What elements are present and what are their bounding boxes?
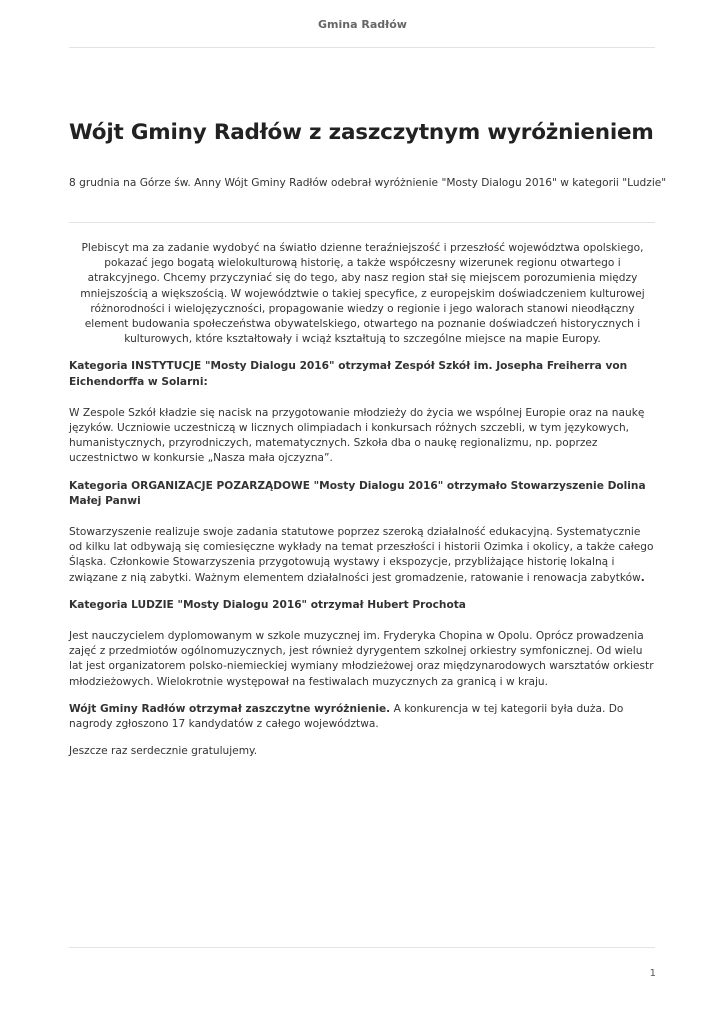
section-heading-ngo: Kategoria ORGANIZACJE POZARZĄDOWE "Mosty Dialogu 2016" otrzymało Stowarzyszenie Dolina Małej Panwi [69, 479, 646, 507]
section-body-ngo-end: . [640, 571, 645, 584]
section-heading-institutions: Kategoria INSTYTUCJE "Mosty Dialogu 2016" otrzymał Zespół Szkół im. Josepha Freiherra von Eichendorffa w Solarni: [69, 360, 628, 388]
section-body-institutions: W Zespole Szkół kładzie się nacisk na przygotowanie młodzieży do życia we wspólnej Europie oraz na naukę języków. Uczniowie uczestniczą w licznych olimpiadach i konkursach różnych szczebli, w tym językowych, humanistycznych, przyrodniczych, matematycznych. Szkoła dba o naukę regionalizmu, np. poprzez uczestnictwo w konkursie „Nasza mała ojczyzna”. [69, 406, 645, 465]
article-title: Wójt Gminy Radłów z zaszczytnym wyróżnieniem [69, 120, 654, 145]
article-body [69, 241, 656, 771]
section-body-ngo-text: Stowarzyszenie realizuje swoje zadania statutowe poprzez szeroką działalność edukacyjną. Systematycznie od kilku lat odbywają się comiesięczne wykłady na temat przeszłości i historii Ozimka i okolicy, a także całego Śląska. Członkowie Stowarzyszenia przygotowują wystawy i ekspozycje, przybliżające historię lokalną i związane z nią zabytki. Ważnym elementem działalności jest gromadzenie, ratowanie i renowacja zabytków [69, 526, 654, 584]
section-body-people: Jest nauczycielem dyplomowanym w szkole muzycznej im. Fryderyka Chopina w Opolu. Oprócz prowadzenia zajęć z przedmiotów ogólnomuzycznych, jest również dyrygentem szkolnej orkiestry symfonicznej. Od wielu lat jest organizatorem polsko-niemieckiej wymiany młodzieżowej oraz międzynarodowych warsztatów orkiestr młodzieżowych. Wielokrotnie występował na festiwalach muzycznych za granicą i w kraju. [69, 630, 654, 688]
article-lead: 8 grudnia na Górze św. Anny Wójt Gminy Radłów odebrał wyróżnienie "Mosty Dialogu 2016" w kategorii "Ludzie" [69, 177, 667, 189]
award-rest-text: A konkurencja w tej kategorii była duża. Do nagrody zgłoszono 17 kandydatów z całego województwa. [69, 702, 624, 731]
page-number: 1 [649, 968, 656, 979]
section-heading-people: Kategoria LUDZIE "Mosty Dialogu 2016" otrzymał Hubert Prochota [69, 598, 466, 611]
intro-paragraph: Plebiscyt ma za zadanie wydobyć na światło dzienne teraźniejszość i przeszłość województwa opolskiego, pokazać jego bogatą wielokulturową historię, a także współczesny wizerunek regionu otwartego i atrakcyjnego. Chcemy przyczyniać się do tego, aby nasz region stał się miejscem porozumienia między mniejszością a większością. W województwie o takiej specyfice, z europejskim doświadczeniem kulturowej różnorodności i wielojęzyczności, propagowanie wiedzy o regionie i jego walorach stanowi nieodłączny element budowania społeczeństwa obywatelskiego, otwartego na poznanie doświadczeń historycznych i kulturowych, które kształtowały i wciąż kształtują to szczególne miejsce na mapie Europy. [80, 242, 645, 346]
section-body-ngo [69, 525, 656, 586]
lead-divider [69, 222, 655, 223]
footer-divider [69, 947, 655, 948]
header-divider [69, 47, 655, 48]
award-paragraph [69, 702, 656, 732]
site-name: Gmina Radłów [318, 18, 407, 31]
award-bold-text: Wójt Gminy Radłów otrzymał zaszczytne wyróżnienie. [69, 702, 391, 715]
closing-paragraph: Jeszcze raz serdecznie gratulujemy. [69, 745, 258, 758]
